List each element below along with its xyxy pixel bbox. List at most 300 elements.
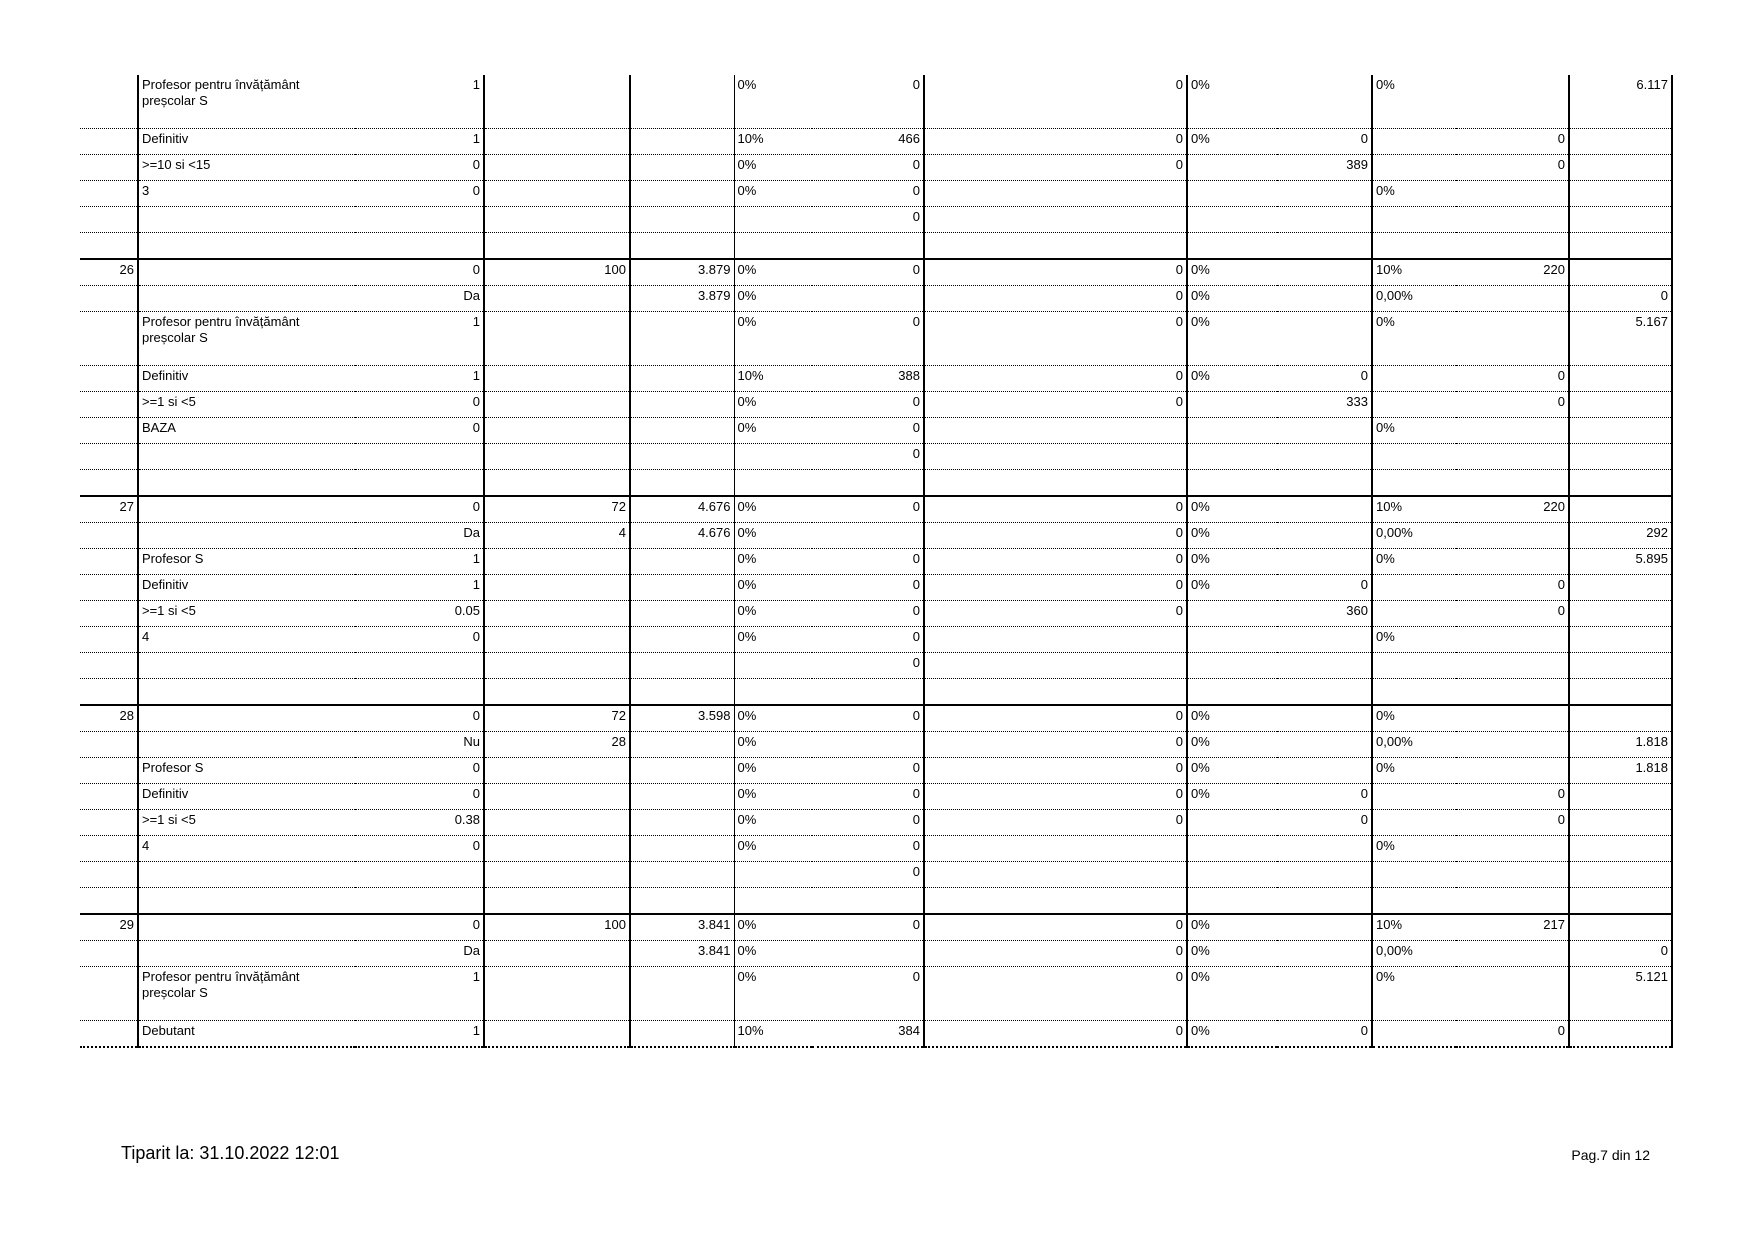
table-cell: Nu xyxy=(355,732,484,758)
table-cell xyxy=(924,418,1187,444)
table-cell: 0% xyxy=(1187,784,1277,810)
table-cell xyxy=(484,181,630,207)
table-cell: 0 xyxy=(355,784,484,810)
table-cell xyxy=(812,523,924,549)
table-cell: 29 xyxy=(80,914,138,941)
table-cell: 0% xyxy=(1372,312,1456,366)
table-cell: 0% xyxy=(1372,836,1456,862)
table-cell: 0 xyxy=(1569,286,1672,312)
table-cell: 3 xyxy=(138,181,355,207)
table-cell xyxy=(1456,523,1569,549)
table-cell: 0 xyxy=(812,207,924,233)
table-cell xyxy=(1456,705,1569,732)
table-cell: 0 xyxy=(812,810,924,836)
table-row xyxy=(80,705,1672,732)
table-cell xyxy=(138,705,355,732)
table-cell xyxy=(1187,418,1277,444)
table-cell xyxy=(630,75,734,129)
table-cell: 0 xyxy=(1277,575,1372,601)
table-cell xyxy=(1372,810,1456,836)
table-cell: 72 xyxy=(484,496,630,523)
table-cell: 0 xyxy=(355,836,484,862)
table-row xyxy=(80,75,1672,129)
table-cell xyxy=(1277,418,1372,444)
table-cell xyxy=(484,418,630,444)
table-cell xyxy=(1372,1021,1456,1048)
table-cell: Da xyxy=(355,286,484,312)
table-cell: 100 xyxy=(484,914,630,941)
table-cell: 0% xyxy=(734,155,812,181)
table-cell xyxy=(1372,862,1456,888)
table-cell xyxy=(1372,470,1456,497)
table-cell xyxy=(1569,444,1672,470)
table-cell: 0.38 xyxy=(355,810,484,836)
table-cell xyxy=(1456,941,1569,967)
table-cell xyxy=(1277,233,1372,260)
table-cell xyxy=(1187,653,1277,679)
table-cell: 0 xyxy=(812,705,924,732)
table-cell xyxy=(1277,207,1372,233)
table-cell: 10% xyxy=(734,129,812,155)
table-cell xyxy=(355,679,484,706)
table-cell: 0% xyxy=(1187,941,1277,967)
table-row xyxy=(80,129,1672,155)
table-cell xyxy=(1187,181,1277,207)
table-cell xyxy=(355,444,484,470)
table-cell: 0 xyxy=(1277,810,1372,836)
table-cell xyxy=(1187,444,1277,470)
table-cell xyxy=(1277,914,1372,941)
table-cell: Definitiv xyxy=(138,784,355,810)
table-cell: 0 xyxy=(924,784,1187,810)
table-cell: 0 xyxy=(355,181,484,207)
table-cell xyxy=(630,312,734,366)
table-cell: 0% xyxy=(1372,627,1456,653)
table-cell xyxy=(80,366,138,392)
table-cell: 0 xyxy=(355,627,484,653)
table-cell: 0 xyxy=(812,784,924,810)
table-cell: 0 xyxy=(812,496,924,523)
table-cell xyxy=(484,444,630,470)
table-cell: 0% xyxy=(734,496,812,523)
table-cell: 0% xyxy=(1187,549,1277,575)
table-cell xyxy=(630,784,734,810)
table-cell xyxy=(355,207,484,233)
table-cell xyxy=(1569,705,1672,732)
table-cell xyxy=(80,575,138,601)
table-cell: 220 xyxy=(1456,496,1569,523)
table-cell xyxy=(1569,259,1672,286)
table-cell xyxy=(80,155,138,181)
table-row xyxy=(80,496,1672,523)
table-cell xyxy=(1569,810,1672,836)
table-row xyxy=(80,888,1672,915)
table-cell xyxy=(1187,836,1277,862)
table-cell xyxy=(138,862,355,888)
table-cell xyxy=(734,233,812,260)
table-cell: 5.895 xyxy=(1569,549,1672,575)
table-cell xyxy=(1187,862,1277,888)
table-cell xyxy=(80,75,138,129)
table-cell xyxy=(1277,523,1372,549)
table-cell xyxy=(1372,888,1456,915)
table-cell: 0% xyxy=(734,286,812,312)
table-cell xyxy=(630,1021,734,1048)
table-cell: 0% xyxy=(1187,75,1277,129)
table-cell xyxy=(484,836,630,862)
table-cell: 0 xyxy=(924,732,1187,758)
table-cell: 333 xyxy=(1277,392,1372,418)
table-cell xyxy=(138,259,355,286)
table-cell: 0% xyxy=(734,967,812,1021)
table-cell xyxy=(484,967,630,1021)
table-cell xyxy=(734,470,812,497)
table-cell xyxy=(1456,679,1569,706)
table-cell xyxy=(812,233,924,260)
table-cell: 3.841 xyxy=(630,914,734,941)
table-cell xyxy=(1187,601,1277,627)
table-cell xyxy=(1456,627,1569,653)
table-cell xyxy=(138,496,355,523)
table-cell: 0 xyxy=(812,418,924,444)
table-cell xyxy=(1187,627,1277,653)
table-cell: 0 xyxy=(812,914,924,941)
table-cell xyxy=(80,601,138,627)
table-cell: 0.05 xyxy=(355,601,484,627)
table-cell: 0 xyxy=(812,392,924,418)
table-cell: 0 xyxy=(1569,941,1672,967)
table-cell xyxy=(80,129,138,155)
table-cell xyxy=(80,758,138,784)
table-cell: 0 xyxy=(1456,601,1569,627)
table-cell xyxy=(1569,784,1672,810)
table-cell xyxy=(630,888,734,915)
table-cell xyxy=(484,155,630,181)
table-cell xyxy=(355,862,484,888)
table-cell: 3.879 xyxy=(630,286,734,312)
table-cell xyxy=(138,470,355,497)
table-cell: 0% xyxy=(734,523,812,549)
table-cell xyxy=(1277,549,1372,575)
table-cell: 0 xyxy=(924,575,1187,601)
table-cell xyxy=(1569,888,1672,915)
table-cell xyxy=(484,366,630,392)
table-cell xyxy=(1372,155,1456,181)
table-cell: Da xyxy=(355,941,484,967)
table-cell xyxy=(630,862,734,888)
table-cell: Profesor pentru învățământ preșcolar S xyxy=(138,312,355,366)
table-cell xyxy=(1187,810,1277,836)
table-cell xyxy=(1569,129,1672,155)
table-cell xyxy=(484,549,630,575)
page-number: Pag.7 din 12 xyxy=(1571,1147,1650,1163)
table-row xyxy=(80,470,1672,497)
table-row xyxy=(80,914,1672,941)
table-cell: 0,00% xyxy=(1372,286,1456,312)
table-cell: 0 xyxy=(812,259,924,286)
table-cell: 0 xyxy=(924,523,1187,549)
table-cell xyxy=(80,470,138,497)
table-cell xyxy=(1456,444,1569,470)
table-cell: 0,00% xyxy=(1372,523,1456,549)
table-cell xyxy=(1456,967,1569,1021)
table-cell xyxy=(630,233,734,260)
table-cell: 0 xyxy=(355,259,484,286)
table-cell xyxy=(80,549,138,575)
table-row xyxy=(80,286,1672,312)
table-cell: 10% xyxy=(1372,259,1456,286)
table-cell xyxy=(1277,627,1372,653)
table-cell: 0 xyxy=(924,129,1187,155)
table-cell xyxy=(1277,653,1372,679)
table-cell: Definitiv xyxy=(138,366,355,392)
table-cell xyxy=(734,653,812,679)
table-cell xyxy=(355,888,484,915)
table-row xyxy=(80,575,1672,601)
table-row xyxy=(80,967,1672,1021)
table-cell: 1 xyxy=(355,366,484,392)
table-cell: 0% xyxy=(1372,549,1456,575)
table-cell xyxy=(1569,1021,1672,1048)
table-cell: Debutant xyxy=(138,1021,355,1048)
table-cell xyxy=(1569,653,1672,679)
table-cell: 1 xyxy=(355,1021,484,1048)
table-cell: 10% xyxy=(734,1021,812,1048)
table-cell xyxy=(630,601,734,627)
table-cell: 384 xyxy=(812,1021,924,1048)
table-cell: 1.818 xyxy=(1569,758,1672,784)
table-cell xyxy=(1277,496,1372,523)
table-cell xyxy=(812,679,924,706)
table-cell: 0 xyxy=(812,75,924,129)
table-cell xyxy=(630,810,734,836)
table-cell: 0 xyxy=(924,392,1187,418)
table-cell xyxy=(484,286,630,312)
table-cell: 4 xyxy=(138,627,355,653)
table-cell xyxy=(734,207,812,233)
table-cell xyxy=(1277,862,1372,888)
table-cell: 0 xyxy=(812,312,924,366)
table-cell xyxy=(1277,758,1372,784)
table-cell xyxy=(80,207,138,233)
table-cell xyxy=(1569,181,1672,207)
table-cell: 1 xyxy=(355,75,484,129)
table-cell xyxy=(1372,444,1456,470)
table-cell xyxy=(484,392,630,418)
table-cell: 3.598 xyxy=(630,705,734,732)
table-cell xyxy=(924,444,1187,470)
table-cell: >=1 si <5 xyxy=(138,392,355,418)
table-cell: 0% xyxy=(734,941,812,967)
table-cell xyxy=(80,888,138,915)
table-cell xyxy=(484,1021,630,1048)
table-cell xyxy=(1277,286,1372,312)
table-cell: 0% xyxy=(1187,286,1277,312)
table-cell xyxy=(1456,418,1569,444)
table-cell: 26 xyxy=(80,259,138,286)
table-cell: 0 xyxy=(924,286,1187,312)
table-cell xyxy=(1456,653,1569,679)
table-cell: 0 xyxy=(812,862,924,888)
table-cell xyxy=(80,967,138,1021)
table-cell: 3.841 xyxy=(630,941,734,967)
table-cell: 10% xyxy=(1372,496,1456,523)
table-cell xyxy=(1187,155,1277,181)
table-cell xyxy=(734,444,812,470)
table-cell xyxy=(1277,888,1372,915)
table-cell: 3.879 xyxy=(630,259,734,286)
table-cell xyxy=(138,444,355,470)
table-cell xyxy=(924,836,1187,862)
table-row xyxy=(80,941,1672,967)
table-cell: 10% xyxy=(734,366,812,392)
table-cell xyxy=(1569,627,1672,653)
table-cell xyxy=(630,679,734,706)
table-cell xyxy=(1277,705,1372,732)
table-cell xyxy=(1372,575,1456,601)
table-cell: 0 xyxy=(1456,392,1569,418)
table-cell: 72 xyxy=(484,705,630,732)
table-cell: 0 xyxy=(924,312,1187,366)
table-cell: 466 xyxy=(812,129,924,155)
table-cell: 0% xyxy=(734,705,812,732)
table-cell: 1 xyxy=(355,312,484,366)
table-cell: 0% xyxy=(734,784,812,810)
table-cell: 0 xyxy=(812,836,924,862)
table-cell xyxy=(80,784,138,810)
table-cell: Da xyxy=(355,523,484,549)
table-cell: 0 xyxy=(1277,784,1372,810)
table-cell xyxy=(1569,496,1672,523)
table-cell xyxy=(630,392,734,418)
table-cell: 0 xyxy=(1456,1021,1569,1048)
table-cell: 0% xyxy=(1187,259,1277,286)
table-cell: 0% xyxy=(734,259,812,286)
table-cell xyxy=(80,233,138,260)
table-cell: 0% xyxy=(734,836,812,862)
table-cell: 0% xyxy=(1187,523,1277,549)
table-cell xyxy=(1456,207,1569,233)
table-cell: 0,00% xyxy=(1372,941,1456,967)
table-cell xyxy=(924,233,1187,260)
table-cell: 0% xyxy=(1187,312,1277,366)
table-cell xyxy=(138,679,355,706)
table-cell: 0% xyxy=(1187,1021,1277,1048)
table-cell xyxy=(1187,207,1277,233)
table-row xyxy=(80,444,1672,470)
table-cell: 0% xyxy=(1372,758,1456,784)
table-row xyxy=(80,418,1672,444)
table-cell xyxy=(630,758,734,784)
table-row xyxy=(80,207,1672,233)
table-cell: 0 xyxy=(1277,366,1372,392)
table-cell xyxy=(1569,392,1672,418)
table-cell: 0% xyxy=(734,914,812,941)
table-cell xyxy=(1277,967,1372,1021)
table-cell xyxy=(924,862,1187,888)
table-cell xyxy=(1456,181,1569,207)
table-row xyxy=(80,392,1672,418)
table-cell xyxy=(138,286,355,312)
table-cell xyxy=(1456,470,1569,497)
table-cell xyxy=(1569,470,1672,497)
table-cell xyxy=(138,207,355,233)
table-cell xyxy=(1456,549,1569,575)
table-cell: 0% xyxy=(1187,705,1277,732)
table-cell: 0 xyxy=(1456,575,1569,601)
table-cell xyxy=(734,862,812,888)
table-cell: 0 xyxy=(355,758,484,784)
table-cell: 0 xyxy=(924,366,1187,392)
table-cell xyxy=(1456,836,1569,862)
table-cell: 0% xyxy=(1187,758,1277,784)
table-cell xyxy=(80,862,138,888)
table-cell: 0% xyxy=(734,732,812,758)
table-cell: 0% xyxy=(734,549,812,575)
table-cell: 4.676 xyxy=(630,496,734,523)
table-cell xyxy=(80,418,138,444)
table-row xyxy=(80,784,1672,810)
table-cell xyxy=(1372,679,1456,706)
table-cell xyxy=(80,286,138,312)
table-cell: 4 xyxy=(138,836,355,862)
table-cell: 0 xyxy=(812,444,924,470)
table-cell xyxy=(484,627,630,653)
table-cell: 0 xyxy=(812,967,924,1021)
table-cell xyxy=(80,312,138,366)
table-cell: 0% xyxy=(1187,914,1277,941)
table-cell xyxy=(630,732,734,758)
table-cell xyxy=(1277,259,1372,286)
table-cell xyxy=(924,627,1187,653)
table-cell: 0 xyxy=(812,155,924,181)
table-cell xyxy=(1456,732,1569,758)
table-cell xyxy=(80,392,138,418)
table-cell xyxy=(80,181,138,207)
table-cell xyxy=(484,575,630,601)
table-cell: 0 xyxy=(355,496,484,523)
table-cell: 0 xyxy=(924,601,1187,627)
table-cell xyxy=(484,470,630,497)
table-row xyxy=(80,523,1672,549)
table-cell: 0 xyxy=(355,705,484,732)
table-cell xyxy=(630,366,734,392)
table-row xyxy=(80,601,1672,627)
table-cell: 0% xyxy=(1372,181,1456,207)
table-cell: 0 xyxy=(924,810,1187,836)
table-row xyxy=(80,233,1672,260)
table-cell: 0% xyxy=(1187,366,1277,392)
table-cell: Definitiv xyxy=(138,575,355,601)
report-table xyxy=(80,75,1673,1048)
table-cell: 6.117 xyxy=(1569,75,1672,129)
table-cell: 0 xyxy=(355,155,484,181)
table-cell: 0 xyxy=(1456,784,1569,810)
table-cell: 0% xyxy=(1372,75,1456,129)
table-cell xyxy=(484,810,630,836)
table-cell: 0% xyxy=(734,575,812,601)
table-cell: 0 xyxy=(812,181,924,207)
table-cell xyxy=(138,233,355,260)
table-cell xyxy=(1187,233,1277,260)
table-cell: Profesor S xyxy=(138,758,355,784)
table-cell: >=10 si <15 xyxy=(138,155,355,181)
table-cell xyxy=(1569,575,1672,601)
table-cell xyxy=(80,653,138,679)
table-cell: 389 xyxy=(1277,155,1372,181)
table-cell xyxy=(138,888,355,915)
table-cell xyxy=(1372,653,1456,679)
